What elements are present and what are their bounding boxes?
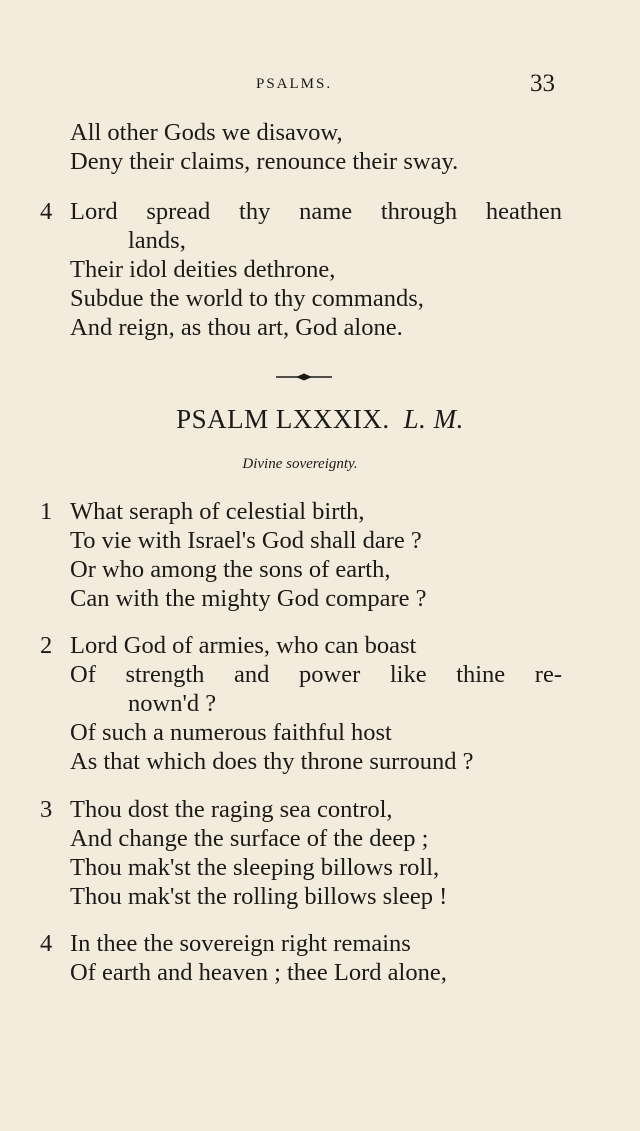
ornament-divider-icon — [274, 371, 334, 383]
verse-line: lands, — [128, 227, 186, 254]
stanza-number: 3 — [40, 796, 53, 823]
verse-line: Subdue the world to thy commands, — [70, 285, 424, 312]
stanza-4 — [40, 929, 580, 987]
verse-line: All other Gods we disavow, — [70, 119, 343, 146]
psalm-subtitle: Divine sovereignty. — [242, 456, 358, 472]
verse-line: Of strength and power like thine re- — [70, 661, 562, 688]
verse-line: 4 In thee the sovereign right remains — [40, 930, 411, 957]
verse-line: Thou mak'st the sleeping billows roll, — [70, 854, 440, 881]
verse-line: To vie with Israel's God shall dare ? — [70, 527, 422, 554]
verse-line: Deny their claims, renounce their sway. — [70, 148, 459, 175]
continuation-verse — [40, 118, 580, 176]
verse-line: Of such a numerous faithful host — [70, 719, 392, 746]
verse-line: 3 Thou dost the raging sea control, — [40, 796, 393, 823]
verse-line: Or who among the sons of earth, — [70, 556, 391, 583]
psalm-meter: L. M. — [403, 404, 464, 434]
verse-line: As that which does thy throne surround ? — [70, 748, 474, 775]
verse-line: 1 What seraph of celestial birth, — [40, 498, 365, 525]
verse-line: And change the surface of the deep ; — [70, 825, 429, 852]
stanza-1 — [40, 497, 580, 613]
verse-line: nown'd ? — [128, 690, 217, 717]
psalm-heading — [0, 404, 640, 435]
stanza-number: 1 — [40, 498, 53, 525]
verse-line: 2 Lord God of armies, who can boast — [40, 632, 417, 659]
stanza-prev-4 — [40, 197, 580, 342]
running-title: PSALMS. — [256, 76, 333, 92]
psalm-title: PSALM LXXXIX. — [176, 404, 390, 434]
stanza-2 — [40, 631, 580, 776]
page-number: 33 — [530, 70, 555, 97]
running-head — [0, 70, 640, 100]
verse-line: Thou mak'st the rolling billows sleep ! — [70, 883, 448, 910]
verse-line: Can with the mighty God compare ? — [70, 585, 427, 612]
verse-line: And reign, as thou art, God alone. — [70, 314, 403, 341]
verse-line: Of earth and heaven ; thee Lord alone, — [70, 959, 447, 986]
verse-line: Their idol deities dethrone, — [70, 256, 336, 283]
stanza-number: 2 — [40, 632, 53, 659]
stanza-number: 4 — [40, 198, 53, 225]
stanza-number: 4 — [40, 930, 53, 957]
verse-line: 4 Lord spread thy name through heathen — [40, 198, 562, 225]
stanza-3 — [40, 795, 580, 911]
